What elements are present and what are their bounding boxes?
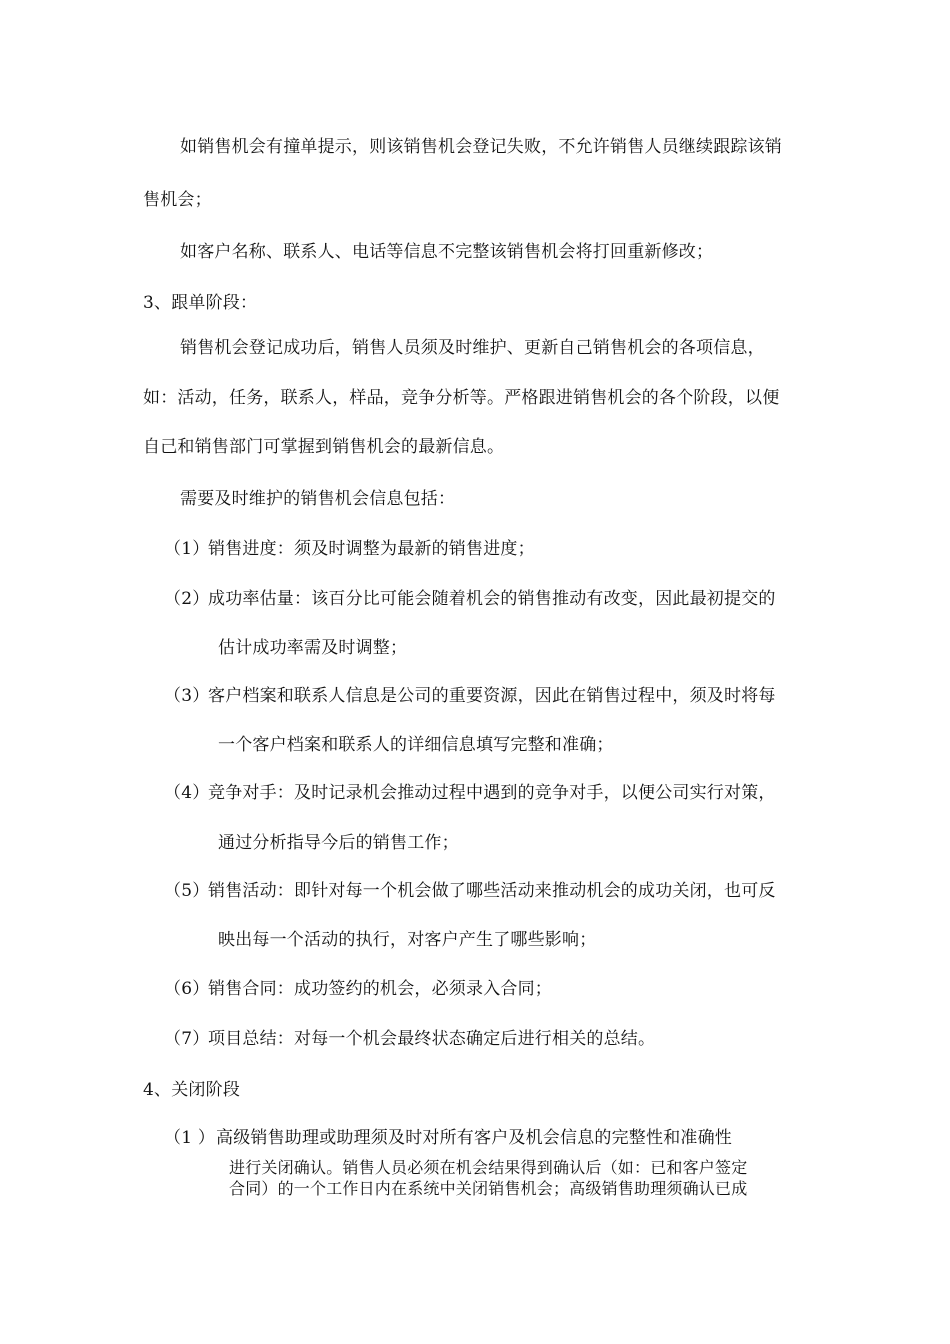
- list-item-text-continued: 通过分析指导今后的销售工作；: [218, 833, 459, 853]
- list-item-number: （1 ）: [164, 1128, 216, 1148]
- list-item-number: （4）: [164, 783, 210, 803]
- list-item-text: 销售进度：须及时调整为最新的销售进度；: [208, 539, 535, 559]
- list-item-text: 项目总结：对每一个机会最终状态确定后进行相关的总结。: [208, 1029, 656, 1049]
- list-item-number: （2）: [164, 589, 210, 609]
- list-item-text-continued: 估计成功率需及时调整；: [218, 638, 408, 658]
- section-heading: 3、跟单阶段：: [143, 293, 258, 313]
- list-item-text: 成功率估量：该百分比可能会随着机会的销售推动有改变，因此最初提交的: [208, 589, 776, 609]
- list-item-number: （7）: [164, 1029, 210, 1049]
- list-item-number: （1）: [164, 539, 210, 559]
- list-item-text: 竞争对手：及时记录机会推动过程中遇到的竞争对手，以便公司实行对策，: [208, 783, 776, 803]
- list-item-number: （5）: [164, 881, 210, 901]
- list-item-number: （3）: [164, 686, 210, 706]
- paragraph-line: 售机会；: [143, 190, 212, 210]
- paragraph-line: 如：活动，任务，联系人，样品，竞争分析等。严格跟进销售机会的各个阶段，以便: [143, 388, 780, 408]
- paragraph-line: 如销售机会有撞单提示，则该销售机会登记失败，不允许销售人员继续跟踪该销: [180, 137, 782, 157]
- list-item-text-continued: 进行关闭确认。销售人员必须在机会结果得到确认后（如：已和客户签定: [229, 1158, 748, 1177]
- paragraph-line: 销售机会登记成功后，销售人员须及时维护、更新自己销售机会的各项信息，: [180, 338, 765, 358]
- list-item-text: 销售合同：成功签约的机会，必须录入合同；: [208, 979, 552, 999]
- section-heading: 4、关闭阶段: [143, 1080, 241, 1100]
- list-intro: 需要及时维护的销售机会信息包括：: [180, 489, 456, 509]
- list-item-number: （6）: [164, 979, 210, 999]
- list-item-text: 销售活动：即针对每一个机会做了哪些活动来推动机会的成功关闭，也可反: [208, 881, 776, 901]
- list-item-text-continued: 一个客户档案和联系人的详细信息填写完整和准确；: [218, 735, 614, 755]
- list-item-text-continued: 合同）的一个工作日内在系统中关闭销售机会；高级销售助理须确认已成: [229, 1179, 748, 1198]
- list-item-text: 客户档案和联系人信息是公司的重要资源，因此在销售过程中，须及时将每: [208, 686, 776, 706]
- list-item-text-continued: 映出每一个活动的执行，对客户产生了哪些影响；: [218, 930, 597, 950]
- paragraph-line: 如客户名称、联系人、电话等信息不完整该销售机会将打回重新修改；: [180, 242, 714, 262]
- paragraph-line: 自己和销售部门可掌握到销售机会的最新信息。: [143, 437, 505, 457]
- list-item-text: 高级销售助理或助理须及时对所有客户及机会信息的完整性和准确性: [216, 1128, 732, 1148]
